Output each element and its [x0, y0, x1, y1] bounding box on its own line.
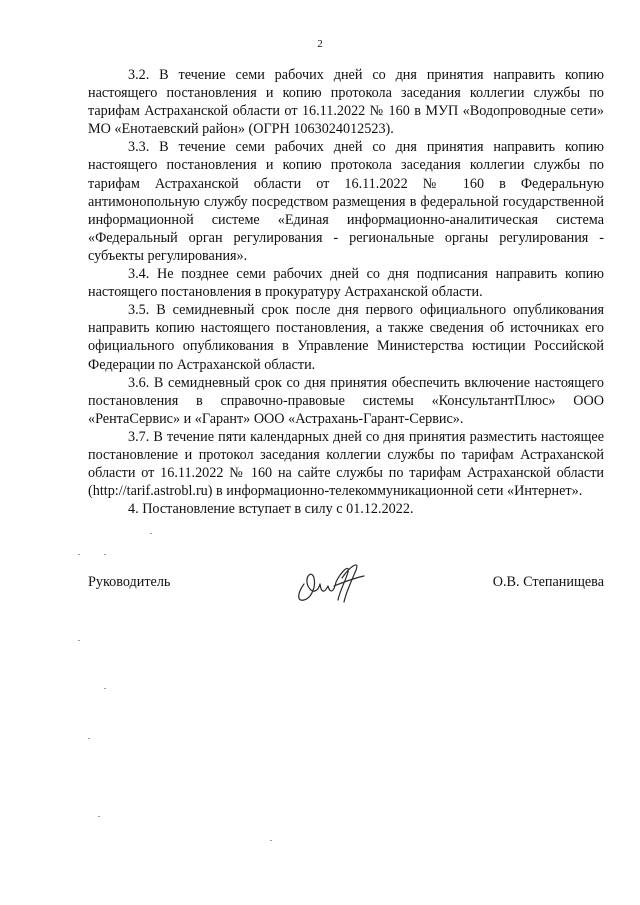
- handwritten-signature: [290, 556, 370, 606]
- paragraph-3-6: 3.6. В семидневный срок со дня принятия обеспечить включение настоящего постановления в справочно-правовые системы «КонсультантПлюс» ООО «РентаСервис» и «Гарант» ООО «Астрахань-Гарант-Сервис».: [88, 374, 604, 427]
- paragraph-4: 4. Постановление вступает в силу с 01.12.2022.: [128, 501, 414, 518]
- paragraph-3-2: 3.2. В течение семи рабочих дней со дня принятия направить копию настоящего постановления и копию протокола заседания коллегии службы по тарифам Астраханской области от 16.11.2022 № 160 в МУП «Водопроводные сети» МО «Енотаевский район» (ОГРН 1063024012523).: [88, 67, 604, 138]
- signature-block: [88, 568, 604, 618]
- signer-name: О.В. Степанищева: [492, 574, 604, 590]
- paragraph-3-3: 3.3. В течение семи рабочих дней со дня принятия направить копию настоящего постановления и копию протокола заседания коллегии службы по тарифам Астраханской области от 16.11.2022 № 160 в Федеральную антимонопольную службу посредством размещения в федеральной государственной информационной системе «Единая информационно-аналитическая система «Федеральный орган регулирования - региональные органы регулирования - субъекты регулирования».: [88, 139, 604, 264]
- signer-title: Руководитель: [88, 574, 171, 590]
- paragraph-3-5: 3.5. В семидневный срок после дня первого официального опубликования направить копию настоящего постановления, а также сведения об источниках его официального опубликования в Управление Министерства юстиции Российской Федерации по Астраханской области.: [88, 302, 604, 373]
- document-body: [88, 66, 604, 518]
- paragraph-3-4: 3.4. Не позднее семи рабочих дней со дня подписания направить копию настоящего постановления в прокуратуру Астраханской области.: [88, 266, 604, 301]
- scan-speck: [104, 554, 106, 555]
- paragraph-3-7: 3.7. В течение пяти календарных дней со дня принятия разместить настоящее постановление и протокол заседания коллегии службы по тарифам Астраханской области от 16.11.2022 № 160 на сайте службы по тарифам Астраханской области (http://tarif.astrobl.ru) в информационно-телекоммуникационной сети «Интернет».: [88, 428, 604, 500]
- page-number: 2: [317, 38, 323, 50]
- scan-speck: [88, 738, 90, 739]
- scan-speck: [78, 554, 80, 555]
- scan-speck: [78, 640, 80, 641]
- scan-speck: [104, 688, 106, 689]
- scan-speck: [270, 840, 272, 841]
- scan-speck: [98, 816, 100, 817]
- scan-speck: [150, 533, 152, 534]
